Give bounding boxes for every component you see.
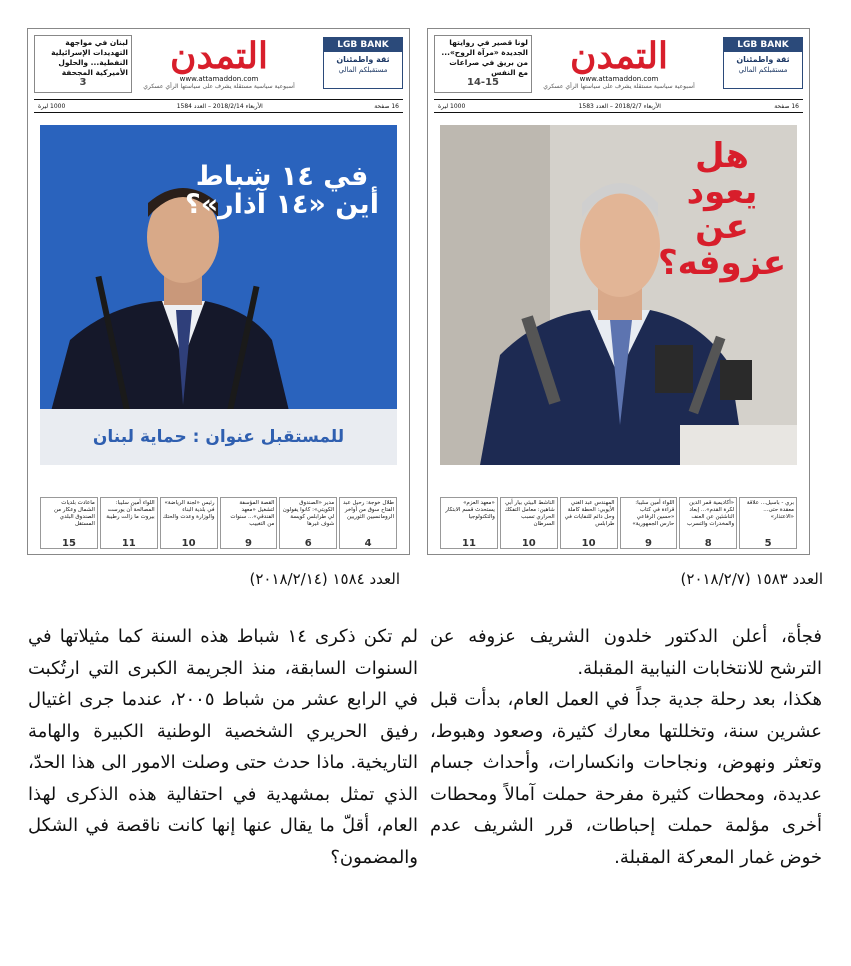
teaser-text: بري - باسيل... علاقة معقدة حتى... «الاعتذار» [746, 500, 794, 520]
teaser-item[interactable] [620, 497, 678, 549]
cover-headline: هل يعود عن عزوفه؟ [657, 136, 787, 284]
bank-slogan: ثقة واطمئنان [336, 55, 390, 64]
masthead [434, 35, 803, 97]
teaser-text: المهندس عبد الغني الأيوبي: الحطة كاملة وحل دائم للنفايات في طرابلس [564, 500, 615, 527]
teaser-text: اللواء أمين سليبا: قراءة في كتاب «حسين الرفاعي حارس الجمهورية» [632, 500, 675, 527]
cover-issue-1583[interactable] [427, 28, 810, 555]
teaser-item[interactable] [220, 497, 278, 549]
logo-tagline: أسبوعية سياسية مستقلة يشرف على سياستها الرأي عسكري [143, 83, 295, 90]
teaser-text: «معهد العزم» يستحدث قسم الابتكار والتكنولوجيا [445, 500, 495, 520]
article-text-left [28, 621, 418, 873]
tease-text: لونا قصير في روايتها الجديدة «مرآة الروح»... من بريق في صراعات مع النفس [441, 38, 528, 77]
teaser-text: الناشط البيئي بيار أبي شاهين: معامل التفكك الحراري تسبب السرطان [504, 500, 555, 527]
logo-name: التمدن [570, 35, 668, 77]
tease-text: لبنان في مواجهة التهديدات الإسرائيلية النفطية... والحلول الأميركية المجحفة [51, 38, 128, 77]
info-issue: الأربعاء 2018/2/7 – العدد 1583 [578, 103, 661, 110]
teaser-page: 9 [644, 538, 652, 549]
teaser-page: 9 [244, 538, 252, 549]
teaser-item[interactable] [40, 497, 98, 549]
teaser-text: طلال خوجة: رحيل عبد الفتاح سوق من أواخر الرومانسيين الثوريين [342, 500, 394, 520]
info-pages: 16 صفحة [374, 103, 399, 110]
teaser-page: 5 [764, 538, 772, 549]
bank-sub: مستقبلكم المالي [338, 66, 388, 74]
teaser-item[interactable] [560, 497, 618, 549]
logo-url: www.attamaddon.com [579, 75, 659, 83]
bottom-teasers [40, 497, 397, 549]
teaser-item[interactable] [679, 497, 737, 549]
info-price: 1000 ليرة [38, 103, 66, 110]
teaser-page: 10 [581, 538, 596, 549]
podium-banner: للمستقبل عنوان : حماية لبنان [40, 409, 397, 465]
teaser-text: «أكاديمية قمر الدين لكرة القدم»... إبعاد الناشئين عن العنف والمخدرات والتسرب [686, 500, 735, 527]
teaser-item[interactable] [100, 497, 158, 549]
bank-name: LGB BANK [724, 38, 802, 52]
teaser-item[interactable] [279, 497, 337, 549]
teaser-item[interactable] [160, 497, 218, 549]
teaser-item[interactable] [739, 497, 797, 549]
tease-pages: 3 [79, 77, 87, 88]
cover-headline: في ١٤ شباط أين «١٤ آذار»؟ [185, 161, 379, 221]
masthead [34, 35, 403, 97]
teaser-text: اللواء أمين سليبا: المصالحة أن يورست بيروت ما زالت رطيبة [106, 500, 155, 520]
bank-advert [723, 37, 803, 89]
info-issue: الأربعاء 2018/2/14 – العدد 1584 [176, 103, 263, 110]
teaser-text: رئيس «لجنة الرياضة» في بلدية البناء والوزارة وعدت والحتك [162, 500, 215, 520]
logo-name: التمدن [170, 35, 268, 77]
teaser-text: مدير «الصندوق الكويتي»: كانوا يقولون لي طرابلس كويسة شوف غيرها [282, 500, 335, 527]
bottom-teasers [440, 497, 797, 549]
top-tease-box [434, 35, 532, 93]
tease-pages: 14-15 [467, 77, 499, 88]
info-price: 1000 ليرة [438, 103, 466, 110]
top-tease-box [34, 35, 132, 93]
bank-slogan: ثقة واطمئنان [736, 55, 790, 64]
teaser-page: 8 [704, 538, 712, 549]
teaser-item[interactable] [440, 497, 498, 549]
teaser-item[interactable] [339, 497, 397, 549]
caption-issue-1584: العدد ١٥٨٤ (٢٠١٨/٢/١٤) [249, 570, 400, 588]
teaser-page: 11 [121, 538, 136, 549]
newspaper-logo [538, 35, 700, 97]
issue-info-bar [434, 99, 803, 113]
teaser-page: 11 [461, 538, 476, 549]
issue-info-bar [34, 99, 403, 113]
article-text-right [430, 621, 822, 873]
newspaper-logo [138, 35, 300, 97]
bank-name: LGB BANK [324, 38, 402, 52]
cover-photo [40, 125, 397, 465]
teaser-item[interactable] [500, 497, 558, 549]
teaser-page: 15 [61, 538, 76, 549]
teaser-text: ماعادت بلديات الشمال وعكار من الصندوق البلدي المستقل [53, 500, 95, 527]
teaser-page: 10 [181, 538, 196, 549]
paragraph: فجأة، أعلن الدكتور خلدون الشريف عزوفه عن الترشح للانتخابات النيابية المقبلة. [430, 626, 822, 679]
caption-issue-1583: العدد ١٥٨٣ (٢٠١٨/٢/٧) [680, 570, 823, 588]
info-pages: 16 صفحة [774, 103, 799, 110]
paragraph: هكذا، بعد رحلة جدية جداً في العمل العام، بدأت قبل عشرين سنة، وتخللتها معارك كثيرة، وصعود وهبوط، وتعثر ونهوض، ونجاحات وانكسارات، وأحداث جسام عديدة، ومحطات كثيرة مفرحة حملت آمالاً ومحطات أخرى مؤلمة حملت إحباطات، قرر الشريف عدم خوض غمار المعركة المقبلة. [430, 689, 822, 868]
bank-advert [323, 37, 403, 89]
cover-photo [440, 125, 797, 465]
cover-issue-1584[interactable] [27, 28, 410, 555]
paragraph: لم تكن ذكرى ١٤ شباط هذه السنة كما مثيلاتها في السنوات السابقة، منذ الجريمة الكبرى التي ارتُكبت في الرابع عشر من شباط ٢٠٠٥، عندما جرى اغتيال رفيق الحريري الشخصية الوطنية الكبيرة والهامة التاريخية. ماذا حدث حتى وصلت الامور الى هذا الحدّ، الذي تمثل بمشهدية في احتفالية هذه الذكرى لهذا العام، أقلّ ما يقال عنها إنها كانت ناقصة في الشكل والمضمون؟ [28, 626, 419, 868]
teaser-page: 6 [304, 538, 312, 549]
teaser-text: القصة المؤسفة لتشغيل «معهد الفندقي»... سنوات من التغييب [230, 500, 275, 527]
bank-sub: مستقبلكم المالي [738, 66, 788, 74]
teaser-page: 10 [521, 538, 536, 549]
logo-url: www.attamaddon.com [179, 75, 259, 83]
teaser-page: 4 [364, 538, 372, 549]
logo-tagline: أسبوعية سياسية مستقلة يشرف على سياستها الرأي عسكري [543, 83, 695, 90]
